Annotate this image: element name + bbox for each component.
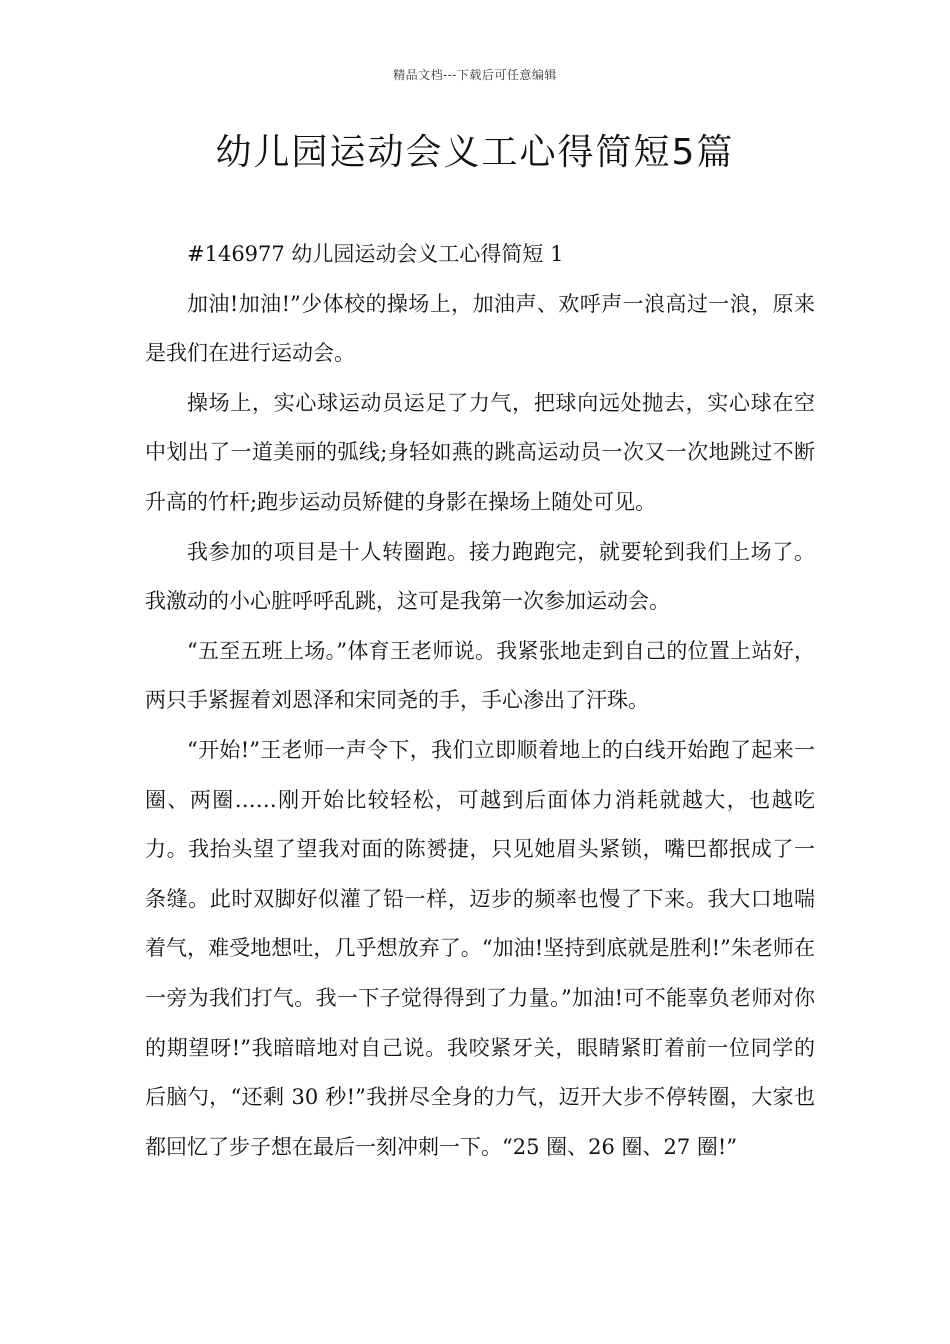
document-body xyxy=(145,230,815,1172)
document-title: 幼儿园运动会义工心得简短5篇 xyxy=(215,132,735,173)
paragraph: “开始!”王老师一声令下，我们立即顺着地上的白线开始跑了起来一圈、两圈……刚开始比较轻松，可越到后面体力消耗就越大，也越吃力。我抬头望了望我对面的陈赟捷，只见她眉头紧锁，嘴巴都抿成了一条缝。此时双脚好似灌了铅一样，迈步的频率也慢了下来。我大口地喘着气，难受地想吐，几乎想放弃了。“加油!坚持到底就是胜利!”朱老师在一旁为我们打气。我一下子觉得得到了力量。”加油!可不能辜负老师对你的期望呀!”我暗暗地对自己说。我咬紧牙关，眼睛紧盯着前一位同学的后脑勺，“还剩 30 秒!”我拼尽全身的力气，迈开大步不停转圈，大家也都回忆了步子想在最后一刻冲刺一下。“25 圈、26 圈、27 圈!” xyxy=(145,737,815,1159)
paragraph: 我参加的项目是十人转圈跑。接力跑跑完，就要轮到我们上场了。我激动的小心脏呼呼乱跳，这可是我第一次参加运动会。 xyxy=(145,539,815,614)
header-note: 精品文档---下载后可任意编辑 xyxy=(393,68,557,82)
paragraph: 操场上，实心球运动员运足了力气，把球向远处抛去，实心球在空中划出了一道美丽的弧线;身轻如燕的跳高运动员一次又一次地跳过不断升高的竹杆;跑步运动员矫健的身影在操场上随处可见。 xyxy=(145,390,815,514)
paragraph: “五至五班上场。”体育王老师说。我紧张地走到自己的位置上站好，两只手紧握着刘恩泽和宋同尧的手，手心渗出了汗珠。 xyxy=(145,638,815,713)
section-heading: #146977 幼儿园运动会义工心得简短 1 xyxy=(187,242,564,266)
paragraph: 加油!加油!”少体校的操场上，加油声、欢呼声一浪高过一浪，原来是我们在进行运动会。 xyxy=(145,291,815,366)
